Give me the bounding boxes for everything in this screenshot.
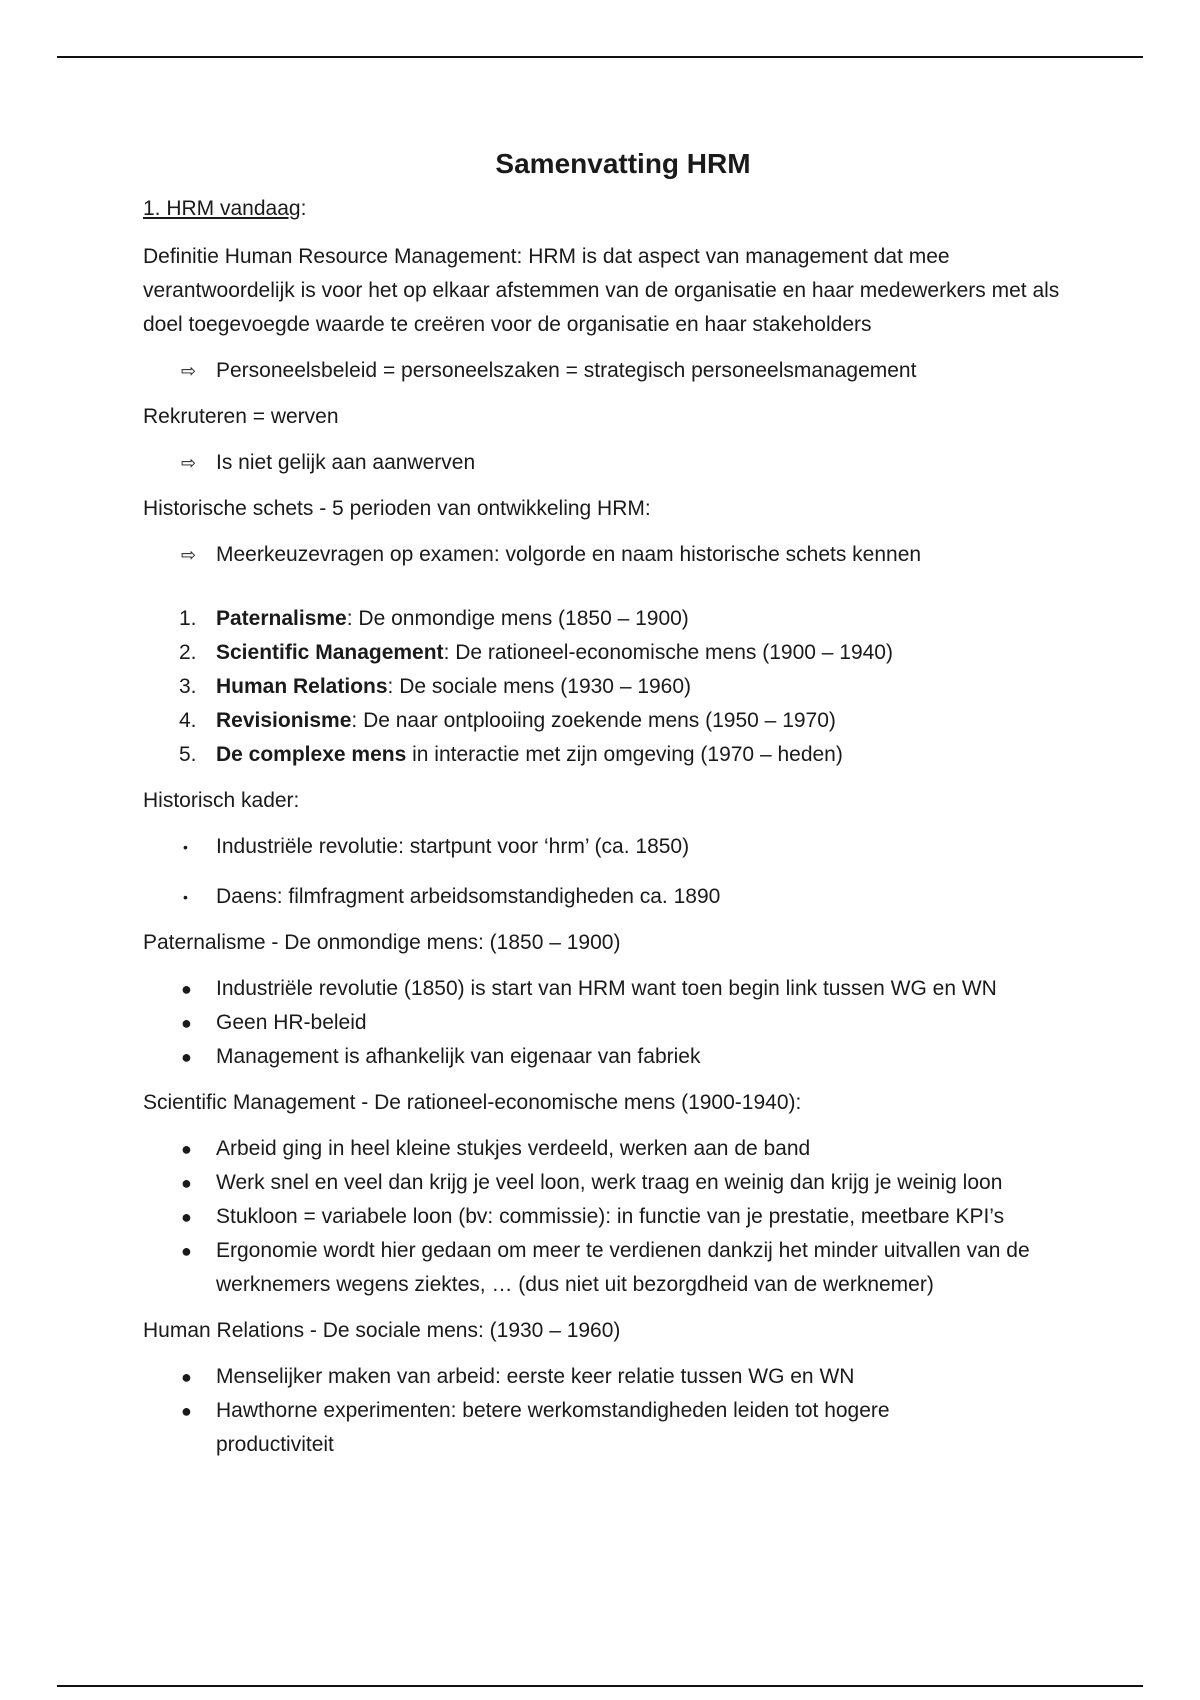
list-item — [143, 1394, 943, 1462]
list-item-text: Ergonomie wordt hier gedaan om meer te verdienen dankzij het minder uitvallen van de werknemers wegens ziektes, … (dus niet uit bezorgdheid van de werknemer) — [216, 1239, 1030, 1296]
header-rule — [57, 56, 1143, 58]
arrow-item-meerkeuze — [143, 538, 1063, 572]
list-item — [143, 972, 1063, 1006]
list-item — [143, 738, 1063, 772]
recruit-paragraph: Rekruteren = werven — [143, 405, 339, 428]
arrow-item-text: Is niet gelijk aan aanwerven — [216, 451, 476, 474]
arrow-icon: ⇨ — [181, 361, 197, 381]
period-description: : De onmondige mens (1850 – 1900) — [346, 607, 689, 630]
list-item — [143, 1234, 1063, 1302]
arrow-item-text: Personeelsbeleid = personeelszaken = strategisch personeelsmanagement — [216, 359, 917, 382]
list-item-text: Arbeid ging in heel kleine stukjes verdeeld, werken aan de band — [216, 1137, 811, 1160]
arrow-item-aanwerven — [143, 446, 1063, 480]
paternalisme-heading: Paternalisme - De onmondige mens: (1850 – 1900) — [143, 931, 621, 954]
period-description: in interactie met zijn omgeving (1970 – heden) — [406, 743, 843, 766]
period-name: Human Relations — [216, 675, 388, 698]
bullet-icon: ● — [181, 1401, 192, 1421]
section-heading: 1. HRM vandaag — [143, 197, 301, 220]
history-intro: Historische schets - 5 perioden van ontwikkeling HRM: — [143, 497, 651, 520]
bullet-icon: ● — [181, 1047, 192, 1067]
list-item-text: Industriële revolutie (1850) is start van HRM want toen begin link tussen WG en WN — [216, 977, 997, 1000]
list-number: 2. — [179, 641, 197, 664]
human-relations-list — [143, 1360, 943, 1462]
period-name: De complexe mens — [216, 743, 407, 766]
list-item — [143, 636, 1063, 670]
list-item-text: Management is afhankelijk van eigenaar van fabriek — [216, 1045, 701, 1068]
list-item-text: Werk snel en veel dan krijg je veel loon, werk traag en weinig dan krijg je weinig loon — [216, 1171, 1003, 1194]
list-item — [143, 1040, 1063, 1074]
arrow-item-text: Meerkeuzevragen op examen: volgorde en naam historische schets kennen — [216, 543, 922, 566]
period-name: Revisionisme — [216, 709, 352, 732]
period-description: : De sociale mens (1930 – 1960) — [387, 675, 692, 698]
section-heading-colon: : — [300, 197, 307, 220]
list-item — [143, 1132, 1063, 1166]
document-body — [143, 142, 1063, 1462]
bullet-icon: ● — [181, 1207, 192, 1227]
period-name: Scientific Management — [216, 641, 444, 664]
list-item — [143, 704, 1063, 738]
list-item — [143, 1006, 1063, 1040]
list-item-text: Stukloon = variabele loon (bv: commissie): in functie van je prestatie, meetbare KPI’s — [216, 1205, 1005, 1228]
bullet-icon: • — [183, 889, 188, 905]
scientific-list — [143, 1132, 1063, 1302]
footer-rule — [57, 1685, 1143, 1687]
period-description: : De rationeel-economische mens (1900 – 1940) — [443, 641, 893, 664]
period-description: : De naar ontplooiing zoekende mens (1950 – 1970) — [351, 709, 836, 732]
list-item — [143, 1360, 943, 1394]
bullet-icon: ● — [181, 1139, 192, 1159]
bullet-icon: ● — [181, 1173, 192, 1193]
kader-heading: Historisch kader: — [143, 789, 300, 812]
arrow-icon: ⇨ — [181, 453, 197, 473]
bullet-icon: • — [183, 839, 188, 855]
bullet-icon: ● — [181, 1013, 192, 1033]
list-item-text: Industriële revolutie: startpunt voor ‘hrm’ (ca. 1850) — [216, 835, 690, 858]
arrow-item-personeelsbeleid — [143, 354, 1063, 388]
list-number: 4. — [179, 709, 197, 732]
list-item — [143, 670, 1063, 704]
list-item-text: Geen HR-beleid — [216, 1011, 367, 1034]
list-item — [143, 1200, 1063, 1234]
kader-list — [143, 830, 1063, 914]
list-item — [143, 1166, 1063, 1200]
human-relations-heading: Human Relations - De sociale mens: (1930 – 1960) — [143, 1319, 621, 1342]
list-item — [143, 830, 1063, 864]
paternalisme-list — [143, 972, 1063, 1074]
bullet-icon: ● — [181, 1367, 192, 1387]
bullet-icon: ● — [181, 979, 192, 999]
periods-list — [143, 602, 1063, 772]
list-item-text: Daens: filmfragment arbeidsomstandigheden ca. 1890 — [216, 885, 721, 908]
bullet-icon: ● — [181, 1241, 192, 1261]
list-item-text: Hawthorne experimenten: betere werkomstandigheden leiden tot hogere productiviteit — [216, 1399, 890, 1456]
period-name: Paternalisme — [216, 607, 347, 630]
list-item — [143, 602, 1063, 636]
list-item-text: Menselijker maken van arbeid: eerste keer relatie tussen WG en WN — [216, 1365, 855, 1388]
list-number: 5. — [179, 743, 197, 766]
arrow-icon: ⇨ — [181, 545, 197, 565]
definition-paragraph: Definitie Human Resource Management: HRM is dat aspect van management dat mee verantwoordelijk is voor het op elkaar afstemmen van de organisatie en haar medewerkers met als doel toegevoegde waarde te creëren voor de organisatie en haar stakeholders — [143, 245, 1060, 336]
section-heading-line — [143, 192, 1063, 226]
page-title: Samenvatting HRM — [495, 148, 751, 179]
list-number: 3. — [179, 675, 197, 698]
list-item — [143, 880, 1063, 914]
list-number: 1. — [179, 607, 197, 630]
scientific-heading: Scientific Management - De rationeel-economische mens (1900-1940): — [143, 1091, 802, 1114]
